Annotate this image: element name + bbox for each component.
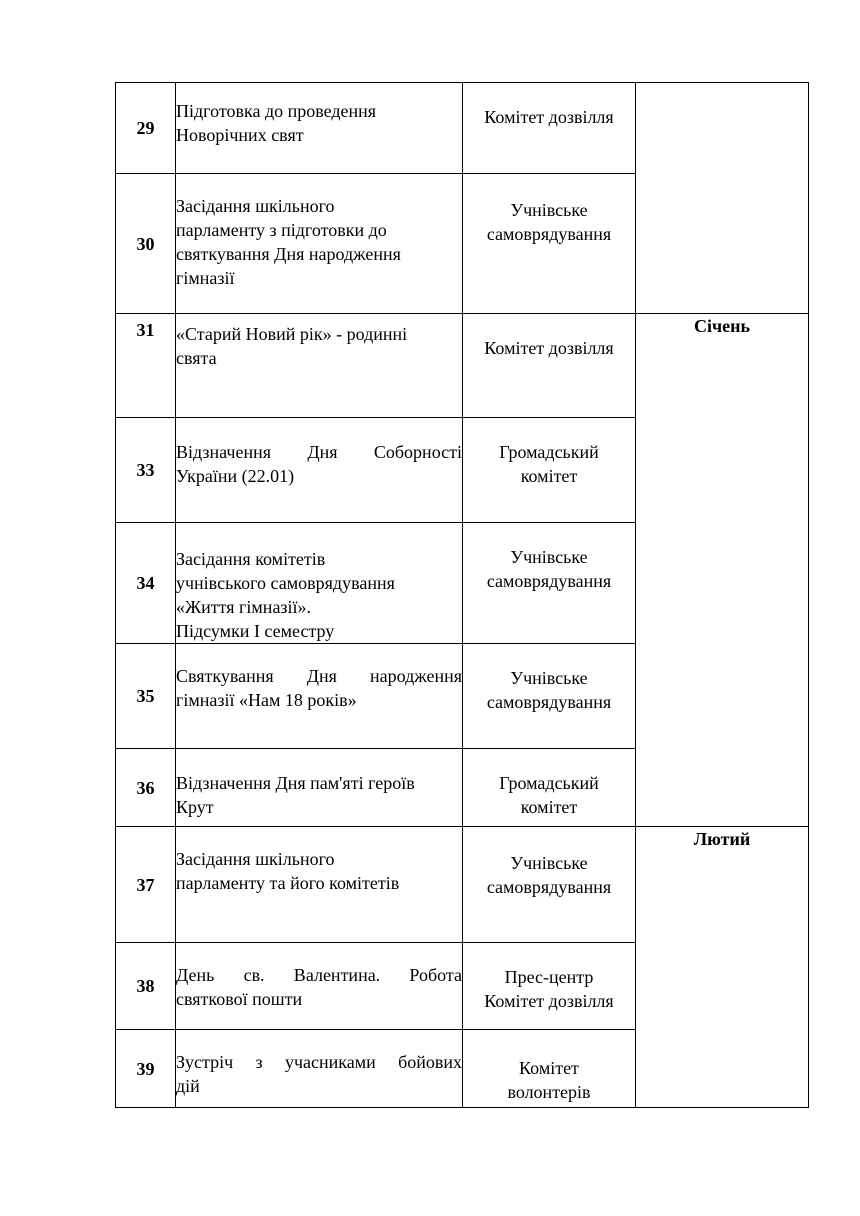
responsible-cell xyxy=(463,418,636,523)
table-row xyxy=(116,83,809,174)
responsible-text-line: самоврядування xyxy=(486,692,612,712)
event-cell xyxy=(176,314,463,418)
responsible-cell xyxy=(463,523,636,644)
event-text-line: Відзначення Дня пам'яті героїв xyxy=(176,773,415,793)
responsible-text-line: Комітет дозвілля xyxy=(484,991,614,1011)
responsible-text-line: Учнівське xyxy=(510,668,588,688)
event-text-line: парламенту та його комітетів xyxy=(176,873,400,893)
event-text-line: «Життя гімназії». xyxy=(176,597,312,617)
responsible-text-line: Комітет дозвілля xyxy=(484,338,614,358)
month-january: Січень xyxy=(636,314,809,827)
responsible-cell xyxy=(463,1030,636,1108)
responsible-text-line: самоврядування xyxy=(486,877,612,897)
responsible-text-line: Громадський xyxy=(499,442,599,462)
event-cell xyxy=(176,943,463,1030)
responsible-text-line: Учнівське xyxy=(510,853,588,873)
responsible-text-line: Учнівське xyxy=(510,547,588,567)
responsible-cell xyxy=(463,174,636,314)
event-cell xyxy=(176,644,463,749)
responsible-text-line: волонтерів xyxy=(507,1082,591,1102)
row-number: 33 xyxy=(116,418,176,523)
event-text-line: Засідання шкільного xyxy=(176,849,335,869)
event-text-line: Підготовка до проведення xyxy=(176,101,377,121)
responsible-cell xyxy=(463,943,636,1030)
event-text-line: гімназії «Нам 18 років» xyxy=(176,690,357,710)
responsible-cell xyxy=(463,644,636,749)
responsible-cell xyxy=(463,827,636,943)
event-text-line: «Старий Новий рік» - родинні xyxy=(176,324,408,344)
event-text-line: Відзначення Дня Соборності xyxy=(176,442,462,462)
event-text-line: Зустріч з учасниками бойових xyxy=(176,1052,462,1072)
event-text-line: дій xyxy=(176,1076,200,1096)
responsible-text-line: самоврядування xyxy=(486,571,612,591)
event-text-line: Святкування Дня народження xyxy=(176,666,462,686)
event-text-line: День св. Валентина. Робота xyxy=(176,965,462,985)
event-text-line: Новорічних свят xyxy=(176,125,304,145)
responsible-text-line: Прес-центр xyxy=(504,967,594,987)
event-cell xyxy=(176,1030,463,1108)
row-number: 31 xyxy=(116,314,176,418)
row-number: 38 xyxy=(116,943,176,1030)
row-number: 29 xyxy=(116,83,176,174)
event-cell xyxy=(176,418,463,523)
month-february: Лютий xyxy=(636,827,809,1108)
event-text-line: учнівського самоврядування xyxy=(176,573,395,593)
event-text-line: гімназії xyxy=(176,268,235,288)
event-text-line: Підсумки І семестру xyxy=(176,621,335,641)
event-text-line: святкування Дня народження xyxy=(176,244,401,264)
events-plan-table xyxy=(115,82,809,1108)
row-number: 34 xyxy=(116,523,176,644)
responsible-text-line: комітет xyxy=(520,466,578,486)
event-cell xyxy=(176,174,463,314)
responsible-text-line: комітет xyxy=(520,797,578,817)
event-text-line: свята xyxy=(176,348,217,368)
row-number: 37 xyxy=(116,827,176,943)
row-number: 36 xyxy=(116,749,176,827)
event-text-line: парламенту з підготовки до xyxy=(176,220,387,240)
responsible-text-line: Комітет дозвілля xyxy=(484,107,614,127)
event-cell xyxy=(176,523,463,644)
table-row xyxy=(116,827,809,943)
table-row xyxy=(116,314,809,418)
row-number: 39 xyxy=(116,1030,176,1108)
responsible-cell xyxy=(463,314,636,418)
event-text-line: Засідання шкільного xyxy=(176,196,335,216)
event-text-line: Крут xyxy=(176,797,214,817)
responsible-cell xyxy=(463,83,636,174)
month-cell-empty xyxy=(636,83,809,314)
event-cell xyxy=(176,827,463,943)
row-number: 35 xyxy=(116,644,176,749)
event-text-line: святкової пошти xyxy=(176,989,303,1009)
responsible-text-line: самоврядування xyxy=(486,224,612,244)
event-cell xyxy=(176,83,463,174)
responsible-cell xyxy=(463,749,636,827)
row-number: 30 xyxy=(116,174,176,314)
responsible-text-line: Комітет xyxy=(519,1058,579,1078)
event-text-line: України (22.01) xyxy=(176,466,295,486)
responsible-text-line: Учнівське xyxy=(510,200,588,220)
event-text-line: Засідання комітетів xyxy=(176,549,326,569)
responsible-text-line: Громадський xyxy=(499,773,599,793)
event-cell xyxy=(176,749,463,827)
